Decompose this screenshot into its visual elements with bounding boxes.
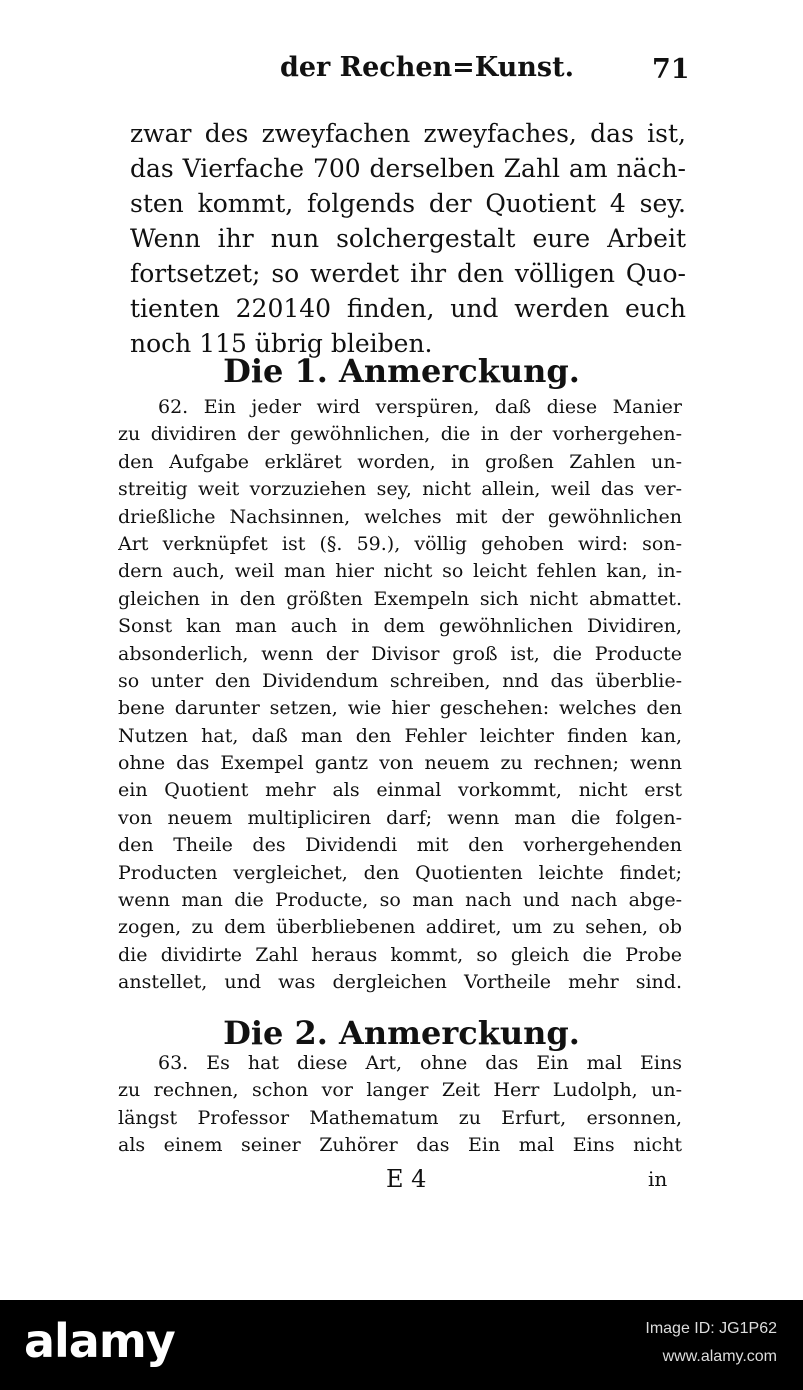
text-line: so unter den Dividendum schreiben, nnd das überblie- (118, 669, 682, 692)
text-line: zogen, zu dem überbliebenen addiret, um zu sehen, ob (118, 916, 682, 939)
text-line: dern auch, weil man hier nicht so leicht fehlen kan, in- (118, 560, 682, 583)
text-line: absonderlich, wenn der Divisor groß ist, die Producte (118, 642, 682, 665)
text-line: die dividirte Zahl heraus kommt, so gleich die Probe (118, 943, 682, 966)
text-line: den Theile des Dividendi mit den vorhergehenden (118, 834, 682, 857)
running-head (0, 52, 803, 92)
text-line: von neuem multipliciren darf; wenn man die folgen- (118, 806, 682, 829)
note-2-paragraph (118, 1050, 682, 1160)
text-line: Nutzen hat, daß man den Fehler leichter finden kan, (118, 724, 682, 747)
text-line: bene darunter setzen, wie hier geschehen: welches den (118, 697, 682, 720)
site-url: www.alamy.com (662, 1348, 777, 1365)
running-head-title: der Rechen=Kunst. (280, 52, 575, 83)
text-line: drießliche Nachsinnen, welches mit der gewöhnlichen (118, 505, 682, 528)
text-line: zwar des zweyfachen zweyfaches, das ist, (130, 119, 686, 148)
section-heading-2: Die 2. Anmerckung. (223, 1014, 580, 1052)
text-line: gleichen in den größten Exempeln sich nicht abmattet. (118, 587, 682, 610)
text-line: Producten vergleichet, den Quotienten leichte findet; (118, 861, 682, 884)
text-line: sten kommt, folgends der Quotient 4 sey. (130, 189, 686, 218)
text-line: tienten 220140 finden, und werden euch (130, 294, 686, 323)
text-line: das Vierfache 700 derselben Zahl am näch- (130, 154, 686, 183)
text-line: 62. Ein jeder wird verspüren, daß diese Manier (158, 396, 682, 418)
note-1-paragraph (118, 394, 682, 997)
text-line: zu dividiren der gewöhnlichen, die in der vorhergehen- (118, 423, 682, 446)
text-line: den Aufgabe erkläret worden, in großen Zahlen un- (118, 450, 682, 473)
text-line: Art verknüpfet ist (§. 59.), völlig gehoben wird: son- (118, 532, 682, 555)
catchword: in (648, 1167, 668, 1191)
signature-mark: E 4 (386, 1165, 427, 1193)
text-line: zu rechnen, schon vor langer Zeit Herr Ludolph, un- (118, 1079, 682, 1102)
alamy-logo: alamy (24, 1314, 175, 1368)
section-heading-1: Die 1. Anmerckung. (223, 352, 580, 390)
top-paragraph (130, 116, 686, 361)
text-line: längst Professor Mathematum zu Erfurt, ersonnen, (118, 1106, 682, 1129)
text-line: Wenn ihr nun solchergestalt eure Arbeit (130, 224, 686, 253)
text-line: anstellet, und was dergleichen Vortheile mehr sind. (118, 971, 682, 994)
text-line: 63. Es hat diese Art, ohne das Ein mal Eins (158, 1052, 682, 1074)
text-line: Sonst kan man auch in dem gewöhnlichen Dividiren, (118, 615, 682, 638)
text-line: noch 115 übrig bleiben. (130, 329, 433, 358)
text-line: ohne das Exempel gantz von neuem zu rechnen; wenn (118, 752, 682, 775)
watermark-footer (0, 1300, 803, 1390)
text-line: als einem seiner Zuhörer das Ein mal Eins nicht (118, 1134, 682, 1157)
text-line: wenn man die Producte, so man nach und nach abge- (118, 889, 682, 912)
page-number: 71 (652, 54, 690, 85)
text-line: streitig weit vorzuziehen sey, nicht allein, weil das ver- (118, 478, 682, 501)
image-id-label: Image ID: JG1P62 (645, 1320, 777, 1337)
text-line: ein Quotient mehr als einmal vorkommt, nicht erst (118, 779, 682, 802)
text-line: fortsetzet; so werdet ihr den völligen Quo- (130, 259, 686, 288)
